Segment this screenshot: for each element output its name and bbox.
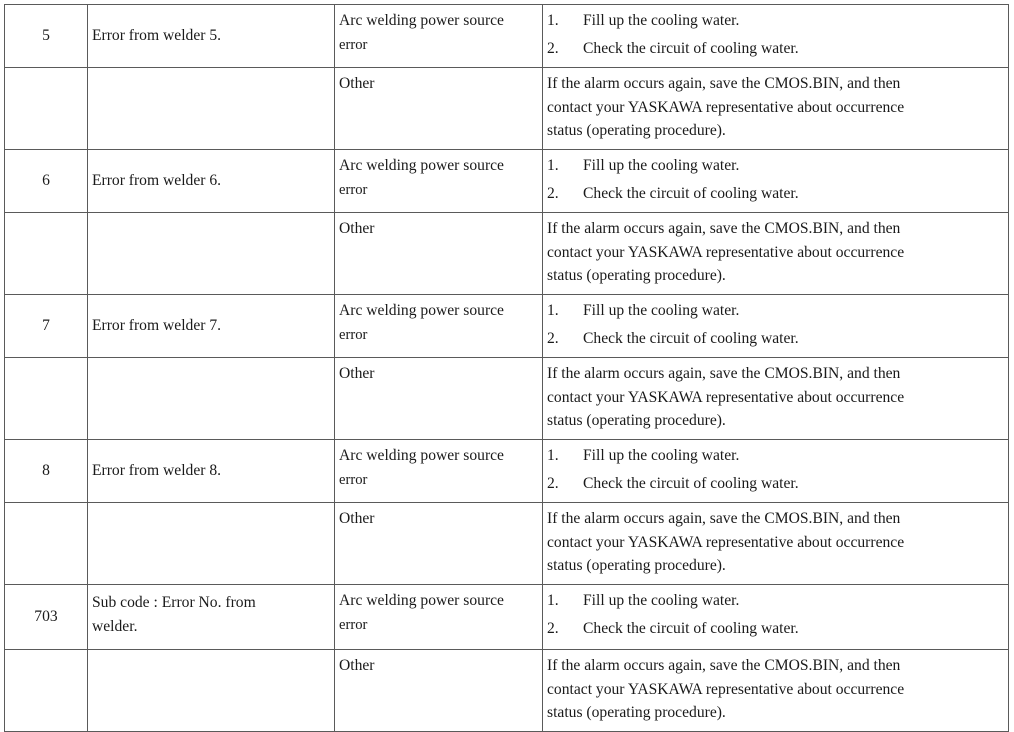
table-row (5, 5, 1009, 68)
empty-cell (5, 358, 88, 440)
remedy-step (547, 297, 1004, 325)
cause-line: error (339, 37, 368, 53)
meaning-line: welder. (92, 617, 138, 635)
cause-line: Arc welding power source (339, 302, 504, 319)
step-number: 1. (547, 302, 559, 319)
empty-cell (88, 503, 335, 585)
empty-cell (5, 213, 88, 295)
remedy-cell (543, 585, 1009, 650)
remedy-cell (543, 440, 1009, 503)
cause-cell: Other (335, 68, 543, 150)
step-number: 1. (547, 157, 559, 174)
step-text: Fill up the cooling water. (583, 447, 740, 464)
remedy-line: contact your YASKAWA representative about occurrence (547, 680, 905, 698)
meaning-cell: Error from welder 6. (88, 150, 335, 213)
step-number: 2. (547, 40, 559, 57)
remedy-step (547, 442, 1004, 470)
meaning-cell: Error from welder 5. (88, 5, 335, 68)
remedy-cell (543, 5, 1009, 68)
remedy-line: If the alarm occurs again, save the CMOS.BIN, and then (547, 657, 901, 674)
sub-code-cell: 5 (5, 5, 88, 68)
remedy-line: If the alarm occurs again, save the CMOS.BIN, and then (547, 75, 901, 92)
remedy-cell (543, 650, 1009, 732)
table-row (5, 585, 1009, 650)
cause-line: Arc welding power source (339, 592, 504, 609)
table-row (5, 68, 1009, 150)
remedy-step (547, 615, 1004, 643)
remedy-step (547, 325, 1004, 353)
meaning-line: Sub code : Error No. from (92, 594, 256, 611)
table-row (5, 650, 1009, 732)
remedy-line: contact your YASKAWA representative about occurrence (547, 388, 905, 406)
remedy-line: If the alarm occurs again, save the CMOS.BIN, and then (547, 365, 901, 382)
step-text: Check the circuit of cooling water. (583, 185, 799, 202)
table-row (5, 503, 1009, 585)
meaning-cell (88, 585, 335, 650)
cause-line: error (339, 617, 368, 633)
empty-cell (5, 503, 88, 585)
remedy-line: status (operating procedure). (547, 122, 726, 139)
sub-code-cell: 8 (5, 440, 88, 503)
remedy-cell (543, 150, 1009, 213)
step-number: 1. (547, 447, 559, 464)
step-number: 2. (547, 185, 559, 202)
cause-line: error (339, 327, 368, 343)
remedy-cell (543, 503, 1009, 585)
cause-cell (335, 295, 543, 358)
empty-cell (88, 650, 335, 732)
remedy-line: status (operating procedure). (547, 704, 726, 721)
sub-code-cell: 703 (5, 585, 88, 650)
remedy-step (547, 587, 1004, 615)
remedy-line: contact your YASKAWA representative about occurrence (547, 98, 905, 116)
remedy-step (547, 152, 1004, 180)
remedy-step (547, 35, 1004, 63)
table-row (5, 440, 1009, 503)
remedy-step (547, 180, 1004, 208)
cause-line: Arc welding power source (339, 12, 504, 29)
cause-cell: Other (335, 503, 543, 585)
cause-cell: Other (335, 650, 543, 732)
cause-line: Arc welding power source (339, 447, 504, 464)
step-text: Check the circuit of cooling water. (583, 620, 799, 637)
remedy-line: status (operating procedure). (547, 267, 726, 284)
remedy-step (547, 7, 1004, 35)
cause-cell (335, 5, 543, 68)
cause-cell (335, 440, 543, 503)
meaning-cell: Error from welder 8. (88, 440, 335, 503)
step-number: 1. (547, 592, 559, 609)
step-text: Fill up the cooling water. (583, 302, 740, 319)
cause-line: error (339, 182, 368, 198)
empty-cell (88, 213, 335, 295)
alarm-sub-code-table (4, 4, 1009, 732)
step-text: Fill up the cooling water. (583, 157, 740, 174)
sub-code-cell: 7 (5, 295, 88, 358)
empty-cell (5, 650, 88, 732)
empty-cell (88, 358, 335, 440)
step-text: Check the circuit of cooling water. (583, 40, 799, 57)
step-number: 2. (547, 475, 559, 492)
empty-cell (5, 68, 88, 150)
table-row (5, 150, 1009, 213)
remedy-line: contact your YASKAWA representative about occurrence (547, 533, 905, 551)
cause-cell (335, 585, 543, 650)
remedy-line: status (operating procedure). (547, 557, 726, 574)
table-row (5, 358, 1009, 440)
remedy-cell (543, 68, 1009, 150)
remedy-cell (543, 295, 1009, 358)
remedy-line: contact your YASKAWA representative about occurrence (547, 243, 905, 261)
meaning-cell: Error from welder 7. (88, 295, 335, 358)
sub-code-cell: 6 (5, 150, 88, 213)
table-row (5, 213, 1009, 295)
remedy-cell (543, 213, 1009, 295)
cause-line: error (339, 472, 368, 488)
step-text: Fill up the cooling water. (583, 592, 740, 609)
step-number: 1. (547, 12, 559, 29)
remedy-line: status (operating procedure). (547, 412, 726, 429)
step-text: Check the circuit of cooling water. (583, 475, 799, 492)
step-text: Fill up the cooling water. (583, 12, 740, 29)
step-number: 2. (547, 620, 559, 637)
remedy-line: If the alarm occurs again, save the CMOS.BIN, and then (547, 220, 901, 237)
cause-cell (335, 150, 543, 213)
remedy-step (547, 470, 1004, 498)
remedy-cell (543, 358, 1009, 440)
cause-cell: Other (335, 213, 543, 295)
cause-cell: Other (335, 358, 543, 440)
cause-line: Arc welding power source (339, 157, 504, 174)
remedy-line: If the alarm occurs again, save the CMOS.BIN, and then (547, 510, 901, 527)
empty-cell (88, 68, 335, 150)
table-row (5, 295, 1009, 358)
step-number: 2. (547, 330, 559, 347)
step-text: Check the circuit of cooling water. (583, 330, 799, 347)
